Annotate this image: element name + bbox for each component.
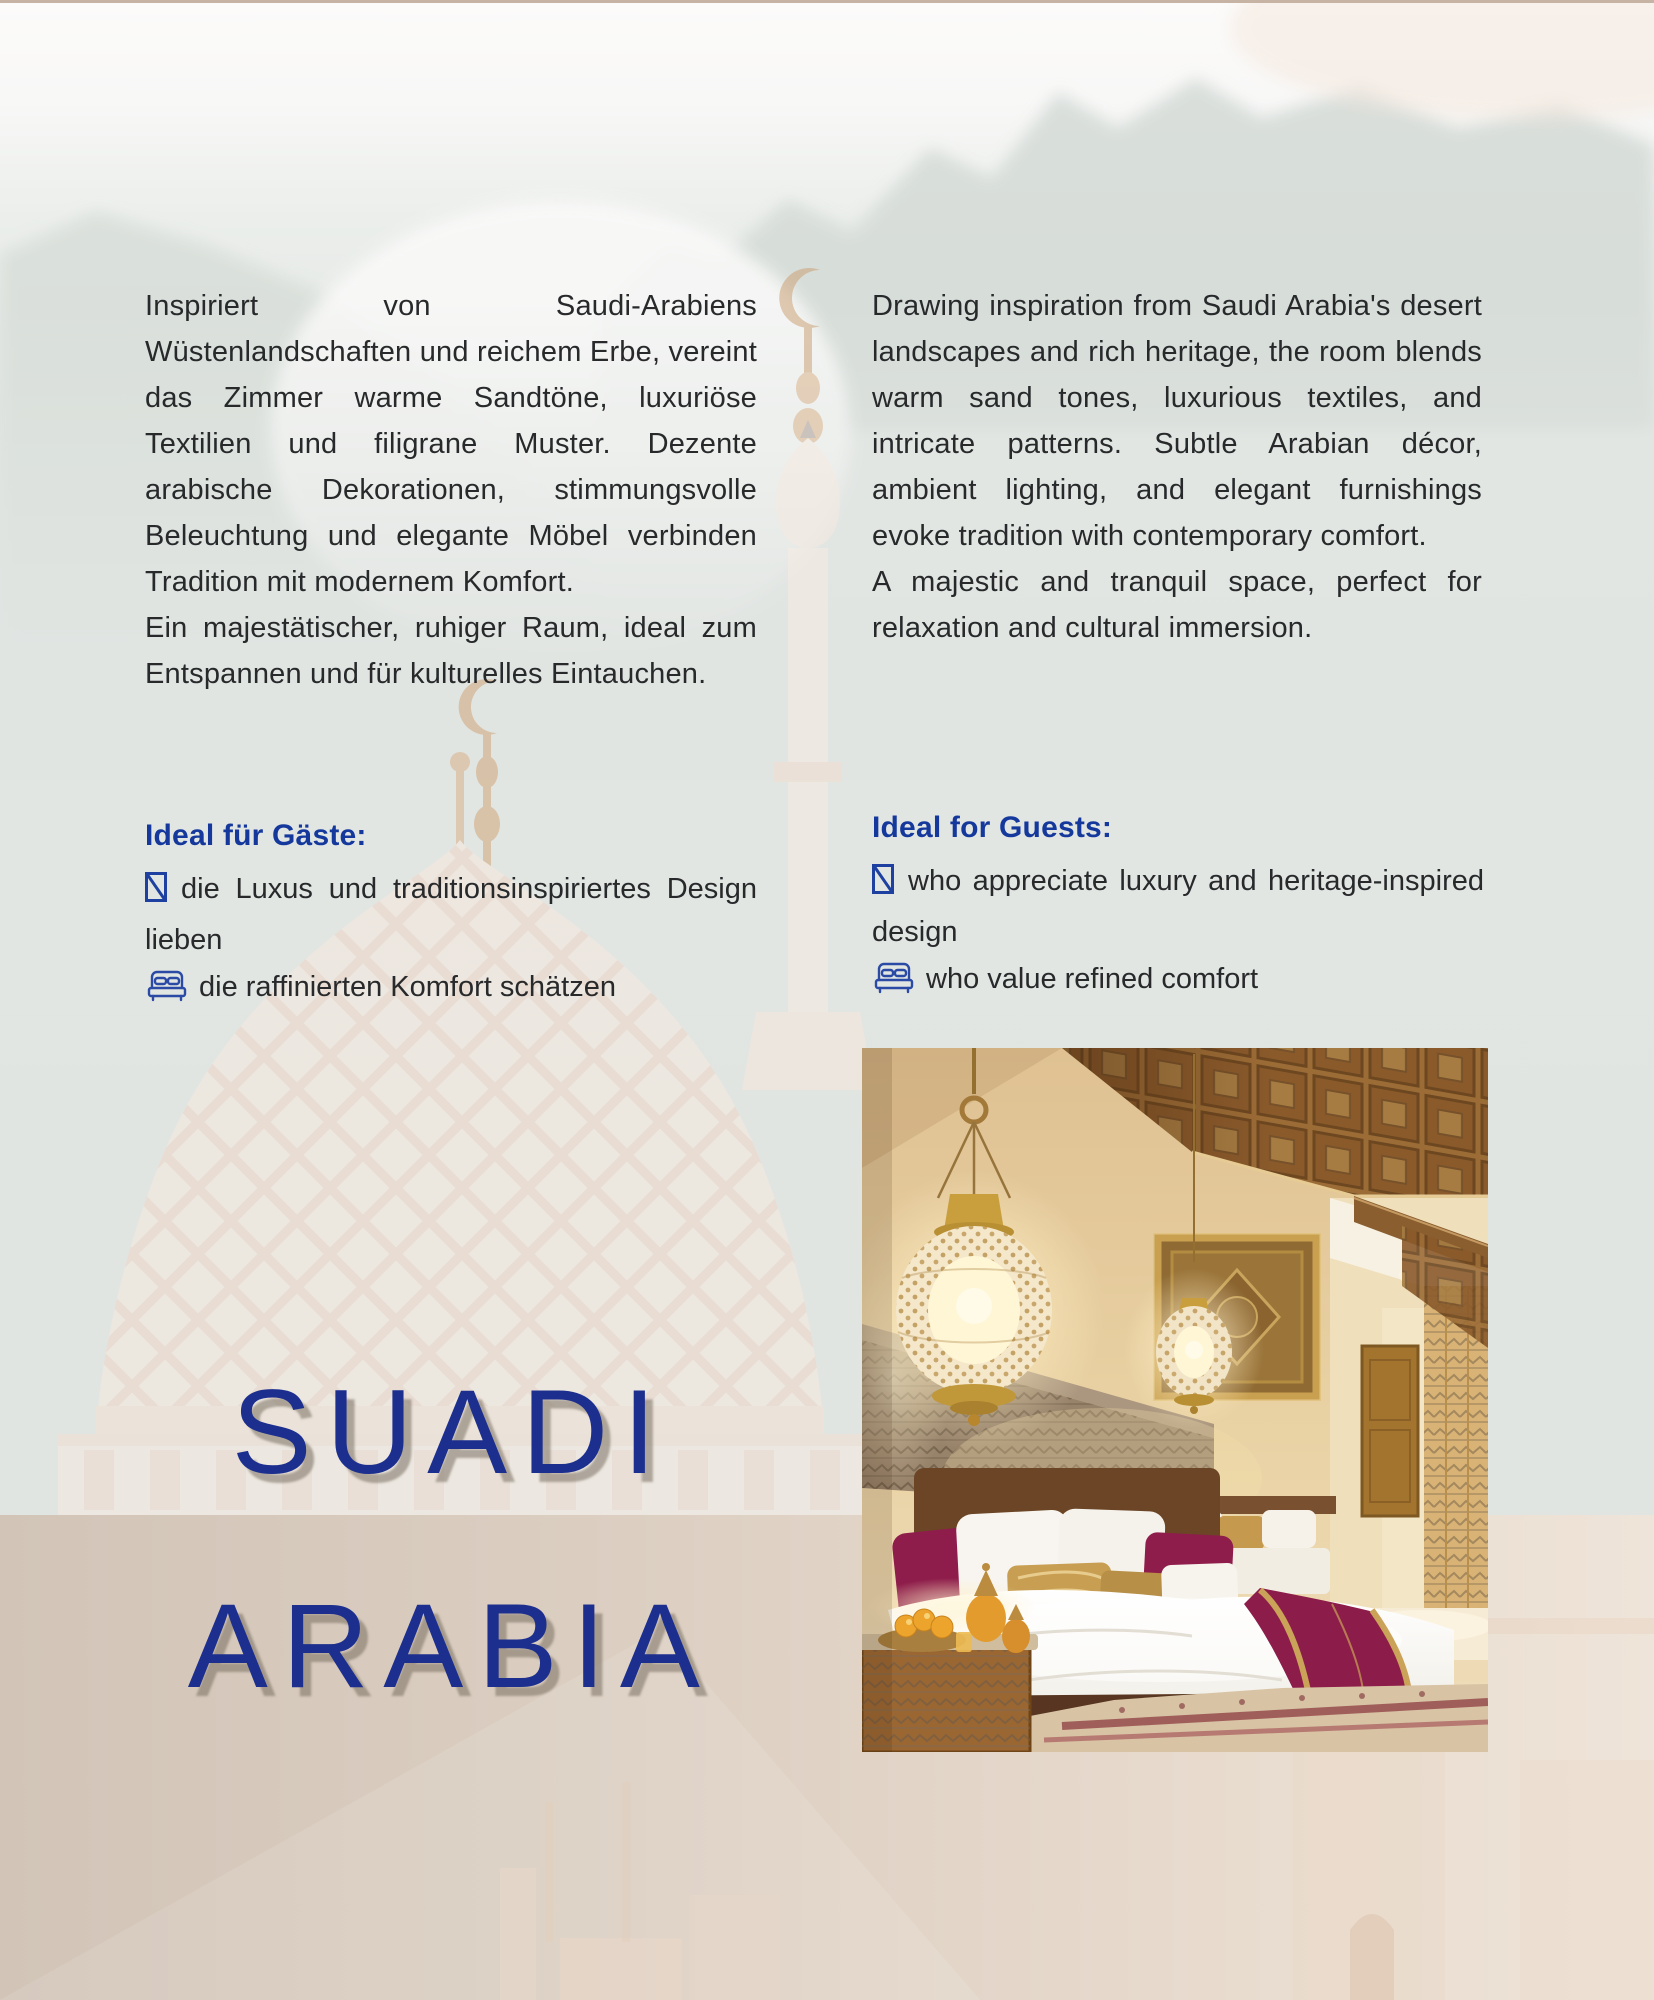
english-bullet-design-label: who appreciate luxury and heritage-inspired design	[872, 865, 1484, 948]
german-bullet-comfort-label: die raffinierten Komfort schätzen	[199, 971, 616, 1003]
english-paragraph-2: A majestic and tranquil space, perfect for relaxation and cultural immersion.	[872, 566, 1482, 644]
english-paragraph-1: Drawing inspiration from Saudi Arabia's desert landscapes and rich heritage, the room blends warm sand tones, luxurious textiles, and intricate patterns. Subtle Arabian décor, ambient lighting, and elegant furnishings evoke tradition with contemporary comfort.	[872, 290, 1482, 552]
english-text-column	[872, 283, 1482, 651]
missing-glyph-box-icon	[145, 870, 167, 917]
german-bullet-design-label: die Luxus und traditionsinspiriertes Design lieben	[145, 873, 757, 956]
german-paragraph-2: Ein majestätischer, ruhiger Raum, ideal zum Entspannen und für kulturelles Eintauchen.	[145, 612, 757, 690]
bed-icon	[145, 969, 189, 1017]
german-paragraph-1: Inspiriert von Saudi-Arabiens Wüstenlandschaften und reichem Erbe, vereint das Zimmer warme Sandtöne, luxuriöse Textilien und filigrane Muster. Dezente arabische Dekorationen, stimmungsvolle Beleuchtung und elegante Möbel verbinden Tradition mit modernem Komfort.	[145, 290, 757, 598]
page-title-line-2: ARABIA	[187, 1579, 715, 1713]
bed-icon	[872, 961, 916, 1009]
bedroom-photo	[862, 1048, 1488, 1752]
english-guests-heading: Ideal for Guests:	[872, 811, 1113, 844]
german-bullet-comfort	[145, 964, 757, 1017]
english-bullet-comfort-label: who value refined comfort	[926, 963, 1259, 995]
missing-glyph-box-icon	[872, 862, 894, 909]
page-title-line-1: SUADI	[231, 1365, 671, 1499]
german-guests-section	[145, 818, 757, 1017]
english-guests-section	[872, 810, 1484, 1009]
english-bullet-design	[872, 858, 1484, 956]
german-guests-heading: Ideal für Gäste:	[145, 819, 367, 852]
german-text-column	[145, 283, 757, 697]
top-edge-strip	[0, 0, 1654, 3]
german-bullet-design	[145, 866, 757, 964]
english-bullet-comfort	[872, 956, 1484, 1009]
